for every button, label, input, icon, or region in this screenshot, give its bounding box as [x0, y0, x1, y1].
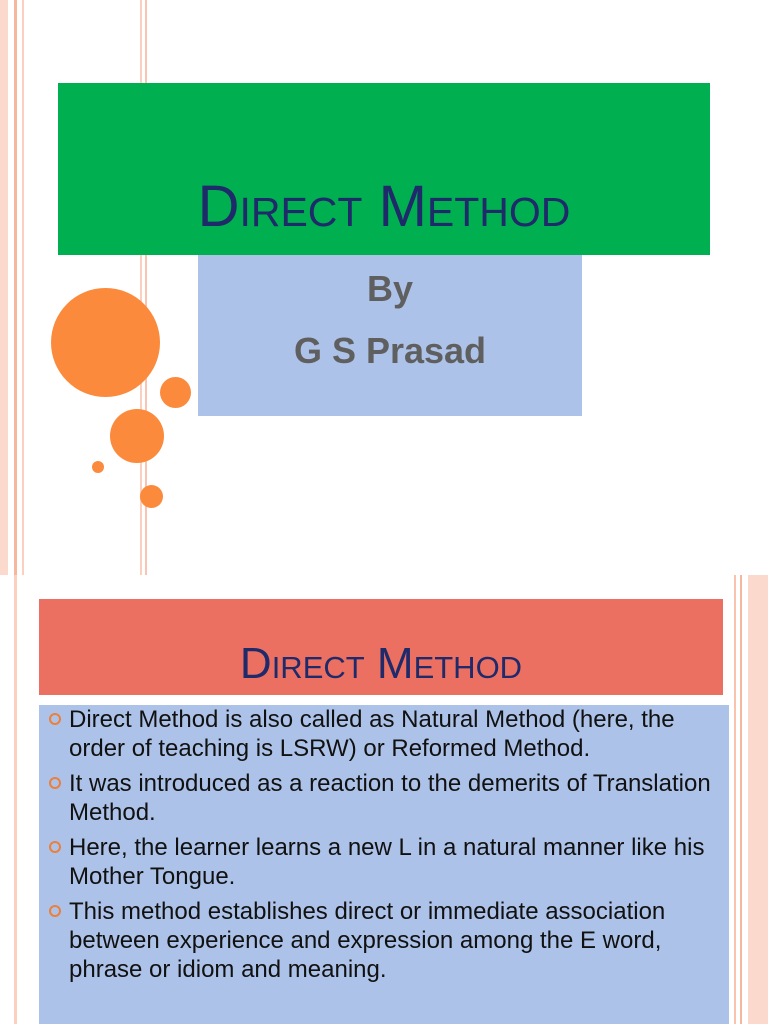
decor-stripe: [748, 575, 768, 1024]
decor-circle-icon: [110, 409, 164, 463]
slide-title-text: Direct Method: [239, 639, 523, 688]
decor-stripe: [14, 0, 17, 575]
decor-stripe: [22, 0, 24, 575]
decor-circle-icon: [92, 461, 104, 473]
bullet-item: [39, 833, 729, 891]
subtitle-author: G S Prasad: [293, 330, 487, 371]
bullet-text: It was introduced as a reaction to the demerits of Translation Method.: [69, 770, 711, 826]
bullet-list: [39, 705, 729, 990]
slide-content: [0, 575, 768, 1024]
decor-stripe: [14, 575, 17, 1024]
bullet-text: Here, the learner learns a new L in a natural manner like his Mother Tongue.: [69, 834, 705, 890]
title-banner: [39, 599, 723, 695]
bullet-item: [39, 897, 729, 984]
hollow-circle-bullet-icon: [49, 905, 61, 917]
hollow-circle-bullet-icon: [49, 713, 61, 725]
decor-stripe: [734, 575, 736, 1024]
subtitle-by: By: [366, 268, 414, 309]
decor-circle-icon: [160, 377, 191, 408]
bullet-text: This method establishes direct or immediate association between experience and expression among the E word, phrase or idiom and meaning.: [69, 898, 666, 983]
bullet-item: [39, 705, 729, 763]
decor-circle-icon: [140, 485, 163, 508]
bullet-item: [39, 769, 729, 827]
bullet-text: Direct Method is also called as Natural Method (here, the order of teaching is LSRW) or Reformed Method.: [69, 706, 675, 762]
decor-circle-icon: [51, 288, 160, 397]
decor-stripe: [740, 575, 742, 1024]
title-banner: [58, 83, 710, 255]
hollow-circle-bullet-icon: [49, 841, 61, 853]
slide-title-text: Direct Method: [197, 174, 571, 239]
hollow-circle-bullet-icon: [49, 777, 61, 789]
decor-stripe: [0, 0, 8, 575]
bullet-content-box: [39, 705, 729, 1024]
